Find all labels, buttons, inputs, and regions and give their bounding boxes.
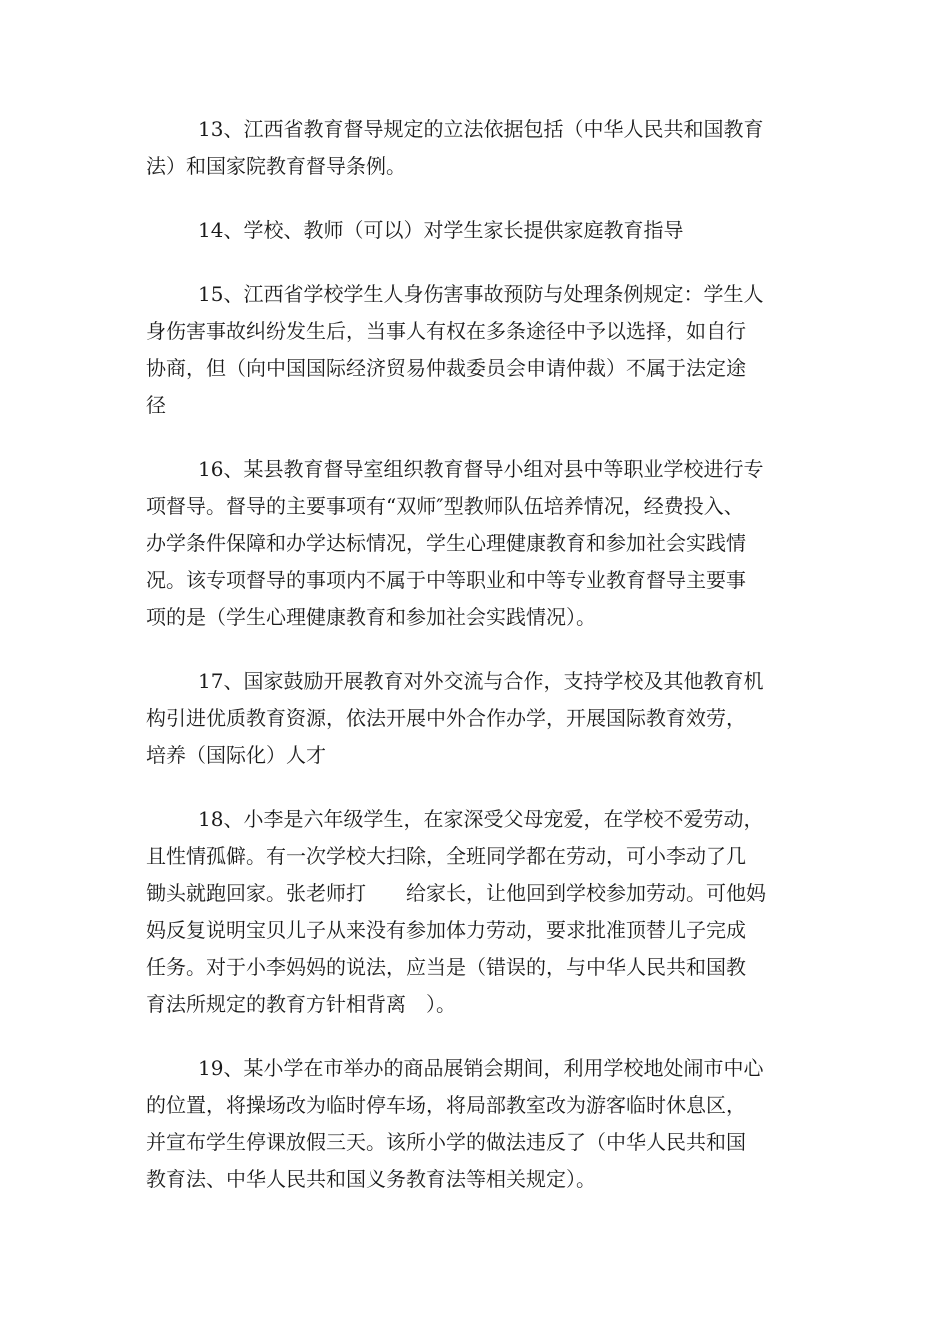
text-line: 况。该专项督导的事项内不属于中等职业和中等专业教育督导主要事 [146,568,746,592]
text-line: 法）和国家院教育督导条例。 [146,154,406,178]
text-line: 且性情孤僻。有一次学校大扫除，全班同学都在劳动，可小李动了几 [146,844,746,868]
text-line: 16、某县教育督导室组织教育督导小组对县中等职业学校进行专 [198,457,764,481]
text-line: 身伤害事故纠纷发生后，当事人有权在多条途径中予以选择，如自行 [146,319,746,343]
text-line: 协商，但（向中国国际经济贸易仲裁委员会申请仲裁）不属于法定途 [146,356,746,380]
text-line: 项督导。督导的主要事项有“双师″型教师队伍培养情况，经费投入、 [146,494,744,518]
text-line: 径 [146,393,166,417]
document-body [146,111,816,1225]
text-line: 17、国家鼓励开展教育对外交流与合作，支持学校及其他教育机 [198,669,764,693]
paragraph-18 [146,801,816,1023]
paragraph-14 [146,212,816,249]
paragraph-19 [146,1050,816,1198]
text-line: 19、某小学在市举办的商品展销会期间，利用学校地处闹市中心 [198,1056,764,1080]
text-line: 项的是（学生心理健康教育和参加社会实践情况）。 [146,605,596,629]
text-line: 并宣布学生停课放假三天。该所小学的做法违反了（中华人民共和国 [146,1130,746,1154]
text-line: 15、江西省学校学生人身伤害事故预防与处理条例规定：学生人 [198,282,764,306]
text-line: 锄头就跑回家。张老师打 给家长，让他回到学校参加劳动。可他妈 [146,881,766,905]
paragraph-15 [146,276,816,424]
text-line: 构引进优质教育资源，依法开展中外合作办学，开展国际教育效劳， [146,706,746,730]
text-line: 14、学校、教师（可以）对学生家长提供家庭教育指导 [198,218,684,242]
text-line: 培养（国际化）人才 [146,743,326,767]
text-line: 18、小李是六年级学生，在家深受父母宠爱，在学校不爱劳动， [198,807,764,831]
text-line: 的位置，将操场改为临时停车场，将局部教室改为游客临时休息区， [146,1093,746,1117]
text-line: 教育法、中华人民共和国义务教育法等相关规定）。 [146,1167,596,1191]
paragraph-17 [146,663,816,774]
text-line: 任务。对于小李妈妈的说法，应当是（错误的，与中华人民共和国教 [146,955,746,979]
text-line: 育法所规定的教育方针相背离 ）。 [146,992,456,1016]
text-line: 13、江西省教育督导规定的立法依据包括（中华人民共和国教育 [198,117,764,141]
paragraph-16 [146,451,816,636]
paragraph-13 [146,111,816,185]
text-line: 办学条件保障和办学达标情况，学生心理健康教育和参加社会实践情 [146,531,746,555]
text-line: 妈反复说明宝贝儿子从来没有参加体力劳动，要求批准顶替儿子完成 [146,918,746,942]
